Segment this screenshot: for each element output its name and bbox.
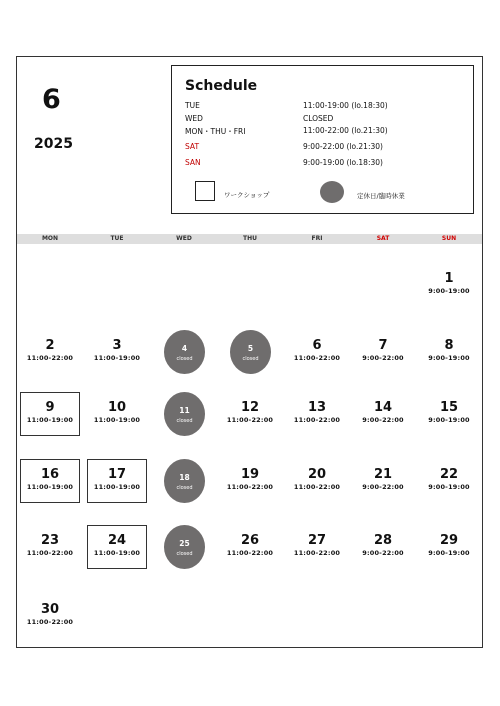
weekday-tue: TUE — [110, 235, 124, 242]
calendar-day — [284, 459, 350, 503]
calendar-day — [151, 330, 217, 374]
legend-closed-label: 定休日/臨時休業 — [357, 192, 405, 200]
day-number: 16 — [40, 467, 60, 482]
calendar-day — [284, 392, 350, 436]
schedule-hours: 9:00-19:00 (lo.18:30) — [303, 158, 383, 167]
schedule-hours: 9:00-22:00 (lo.21:30) — [303, 142, 383, 151]
day-hours: 9:00-22:00 — [362, 416, 404, 424]
closed-day-circle-icon — [164, 459, 205, 503]
weekday-mon: MON — [41, 235, 59, 242]
calendar-day — [350, 392, 416, 436]
day-number: 8 — [444, 338, 454, 353]
weekday-wed: WED — [176, 235, 192, 242]
closed-day-circle-icon — [164, 392, 205, 436]
day-number: 21 — [373, 467, 393, 482]
weekday-fri: FRI — [311, 235, 323, 242]
day-number: 26 — [240, 533, 260, 548]
day-number: 5 — [247, 344, 254, 353]
legend-closed-circle-icon — [320, 181, 344, 203]
calendar-day — [416, 330, 482, 374]
month-number: 6 — [42, 84, 61, 115]
day-number: 11 — [179, 406, 190, 415]
closed-label: closed — [176, 418, 193, 424]
calendar-day — [416, 525, 482, 569]
calendar-day — [350, 459, 416, 503]
closed-label: closed — [176, 485, 193, 491]
day-hours: 11:00-19:00 — [26, 483, 74, 491]
day-number: 30 — [40, 602, 60, 617]
day-number: 19 — [240, 467, 260, 482]
day-number: 3 — [112, 338, 122, 353]
schedule-box — [171, 65, 474, 214]
day-hours: 9:00-19:00 — [428, 416, 470, 424]
calendar-day — [17, 392, 83, 436]
schedule-day: SAN — [185, 158, 201, 167]
calendar-day — [284, 525, 350, 569]
day-hours: 11:00-22:00 — [26, 549, 74, 557]
schedule-row-tue — [185, 101, 475, 113]
schedule-title: Schedule — [185, 78, 258, 94]
day-hours: 9:00-22:00 — [362, 549, 404, 557]
day-hours: 9:00-19:00 — [428, 549, 470, 557]
day-number: 6 — [312, 338, 322, 353]
day-number: 25 — [179, 539, 190, 548]
day-number: 20 — [307, 467, 327, 482]
calendar-day — [217, 330, 283, 374]
weekday-sat: SAT — [376, 235, 390, 242]
closed-label: closed — [242, 356, 259, 362]
calendar-day — [17, 459, 83, 503]
day-hours: 11:00-22:00 — [26, 618, 74, 626]
schedule-day: TUE — [185, 101, 200, 110]
day-number: 1 — [444, 271, 454, 286]
schedule-row-mon-thu-fri — [185, 126, 475, 138]
calendar-day — [284, 330, 350, 374]
legend-workshop-label: ワークショップ — [224, 191, 270, 199]
day-number: 23 — [40, 533, 60, 548]
weekday-thu: THU — [243, 235, 257, 242]
calendar-day — [217, 525, 283, 569]
day-hours: 11:00-22:00 — [293, 483, 341, 491]
day-hours: 9:00-19:00 — [428, 287, 470, 295]
calendar-day — [217, 459, 283, 503]
calendar-day — [151, 459, 217, 503]
calendar-day — [84, 330, 150, 374]
calendar-day — [416, 263, 482, 307]
day-hours: 9:00-22:00 — [362, 354, 404, 362]
schedule-hours: 11:00-22:00 (lo.21:30) — [303, 126, 388, 135]
calendar-day — [350, 525, 416, 569]
calendar-day — [151, 525, 217, 569]
year-label: 2025 — [34, 136, 73, 152]
schedule-row-sun — [185, 158, 475, 170]
day-hours: 9:00-22:00 — [362, 483, 404, 491]
day-number: 15 — [439, 400, 459, 415]
schedule-day: SAT — [185, 142, 200, 151]
schedule-hours: 11:00-19:00 (lo.18:30) — [303, 101, 388, 110]
calendar-day — [151, 392, 217, 436]
day-hours: 11:00-22:00 — [293, 416, 341, 424]
day-number: 24 — [107, 533, 127, 548]
closed-day-circle-icon — [164, 525, 205, 569]
day-number: 27 — [307, 533, 327, 548]
day-number: 7 — [378, 338, 388, 353]
calendar-day — [84, 525, 150, 569]
day-number: 2 — [45, 338, 55, 353]
day-hours: 11:00-19:00 — [93, 483, 141, 491]
day-number: 18 — [179, 473, 190, 482]
day-number: 28 — [373, 533, 393, 548]
day-number: 29 — [439, 533, 459, 548]
closed-day-circle-icon — [164, 330, 205, 374]
day-hours: 11:00-19:00 — [93, 416, 141, 424]
closed-day-circle-icon — [230, 330, 271, 374]
day-number: 13 — [307, 400, 327, 415]
day-hours: 9:00-19:00 — [428, 483, 470, 491]
closed-label: closed — [176, 356, 193, 362]
weekday-sun: SUN — [441, 235, 457, 242]
calendar-day — [17, 594, 83, 638]
schedule-row-wed — [185, 114, 475, 126]
calendar-day — [350, 330, 416, 374]
schedule-day: WED — [185, 114, 203, 123]
closed-label: closed — [176, 551, 193, 557]
day-number: 17 — [107, 467, 127, 482]
calendar-day — [416, 392, 482, 436]
day-hours: 11:00-19:00 — [93, 354, 141, 362]
schedule-row-sat — [185, 142, 475, 154]
day-number: 4 — [181, 344, 188, 353]
calendar-day — [17, 525, 83, 569]
day-hours: 9:00-19:00 — [428, 354, 470, 362]
calendar-day — [84, 459, 150, 503]
day-hours: 11:00-22:00 — [293, 354, 341, 362]
schedule-hours: CLOSED — [303, 114, 334, 123]
calendar-day — [217, 392, 283, 436]
day-number: 9 — [45, 400, 55, 415]
day-number: 12 — [240, 400, 260, 415]
day-hours: 11:00-22:00 — [226, 416, 274, 424]
legend-workshop-square-icon — [195, 181, 215, 201]
day-hours: 11:00-19:00 — [26, 416, 74, 424]
day-hours: 11:00-22:00 — [226, 483, 274, 491]
day-hours: 11:00-22:00 — [226, 549, 274, 557]
schedule-day: MON・THU・FRI — [185, 127, 246, 136]
calendar-day — [17, 330, 83, 374]
day-hours: 11:00-19:00 — [93, 549, 141, 557]
calendar-day — [84, 392, 150, 436]
day-number: 14 — [373, 400, 393, 415]
day-number: 22 — [439, 467, 459, 482]
calendar-day — [416, 459, 482, 503]
day-number: 10 — [107, 400, 127, 415]
day-hours: 11:00-22:00 — [26, 354, 74, 362]
day-hours: 11:00-22:00 — [293, 549, 341, 557]
